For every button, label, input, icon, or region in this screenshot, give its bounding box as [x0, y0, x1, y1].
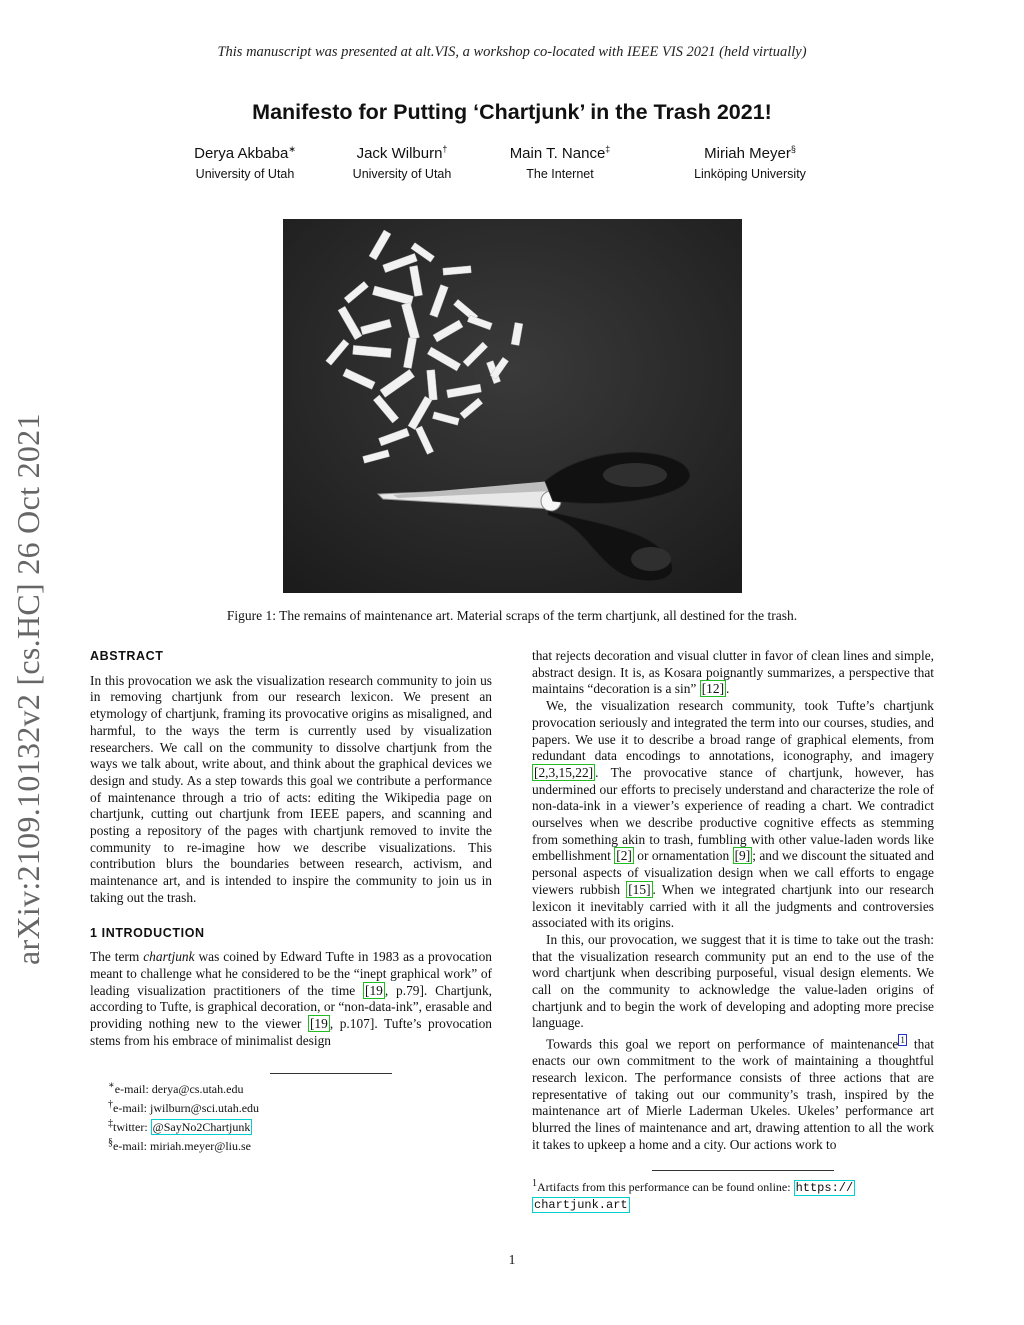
footnote-mark: ∗	[108, 1080, 115, 1091]
footnote-mark: 1	[532, 1178, 537, 1189]
author-name: Miriah Meyer	[704, 145, 791, 162]
footnote	[108, 1116, 408, 1135]
text-run: was coined by Edward Tufte in 1983 as a provocation meant to challenge what he considered to be the “inept graphical work” of leading visualization practitioners of the time	[90, 949, 492, 998]
citation-link[interactable]: [2,3,15,22]	[534, 764, 594, 780]
footnote-text: twitter:	[113, 1120, 151, 1134]
left-column	[90, 648, 492, 1049]
citation-link[interactable]: [9]	[734, 848, 751, 864]
citation-link[interactable]: [19	[365, 982, 383, 998]
citation-link[interactable]: [12]	[701, 681, 725, 697]
footnote-right	[532, 1176, 934, 1213]
author-affiliation: University of Utah	[352, 167, 452, 181]
author-3	[460, 144, 660, 181]
citation-link[interactable]: [19	[309, 1016, 328, 1032]
author-mark: †	[442, 144, 448, 154]
paper-title: Manifesto for Putting ‘Chartjunk’ in the Trash 2021!	[252, 100, 772, 124]
term-emphasis: chartjunk	[143, 949, 195, 965]
figure-photo	[283, 219, 742, 593]
page-number: 1	[508, 1252, 516, 1267]
footnote-rule	[270, 1073, 392, 1074]
abstract-text: In this provocation we ask the visualization research community to join us in removing chartjunk from our research lexicon. We present an etymology of chartjunk, framing its provocative origins as misaligned, and harmful, to the ways the term is currently used by visualization researchers. We call on the community to dissolve chartjunk from the ways we talk about, write about, and think about the graphical devices we design and study. As a step towards this goal we contribute a performance of maintenance through a trio of acts: editing the Wikipedia page on chartjunk, cutting out chartjunk from IEEE papers, and scanning and posting a repository of the pages with chartjunk removed to invite the community to re-imagine how we describe visualizations. This contribution blurs the boundaries between research, activism, and maintenance art, and is intended to inspire the community to join us in taking out the trash.	[90, 672, 492, 905]
author-affiliation: University of Utah	[195, 167, 295, 181]
text-run: We, the visualization research community, took Tufte’s chartjunk provocation seriously and integrated the term into our courses, studies, and papers. We use it to describe a broad range of graphical elements, from redundant data encodings to annotations, iconography, and imagery	[532, 698, 934, 764]
intro-heading: 1 INTRODUCTION	[90, 925, 205, 940]
text-run: that rejects decoration and visual clutter in favor of clean lines and simple, abstract design. It is, as Kosara poignantly summarizes, a perspective that maintains “decoration is a sin”	[532, 648, 934, 697]
text-run: , p.79]. Chartjunk, according to Tufte, is graphical decoration, or “non-data-ink”, erasable and providing nothing new to the viewer	[90, 982, 493, 1032]
intro-paragraph-1-cont	[532, 648, 934, 698]
intro-paragraph-3: In this, our provocation, we suggest that it is time to take out the trash: that the visualization research community put an end to the use of the word chartjunk when describing purposeful, visual design elements. We call on the community to acknowledge the value-laden origins of chartjunk and to begin the work of developing and adopting more precise language.	[532, 931, 934, 1031]
citation-link[interactable]: [15]	[628, 881, 651, 897]
footnote-text: e-mail: jwilburn@sci.utah.edu	[113, 1101, 260, 1115]
header-note: This manuscript was presented at alt.VIS, a workshop co-located with IEEE VIS 2021 (held virtually)	[217, 44, 807, 60]
author-mark: ∗	[288, 144, 296, 154]
footnotes-left	[108, 1078, 408, 1154]
artifact-link[interactable]: https://	[795, 1181, 854, 1195]
citation-link[interactable]: [2]	[616, 848, 632, 864]
text-run: . The provocative stance of chartjunk, however, has undermined our efforts to precisely understand and characterize the role of non-data-ink in a viewer’s experience of reading a chart. We contradict ourselves when we describe productive cognitive effects as stemming from something akin to trash, fumbling with other value-laden words like embellishment	[532, 764, 934, 864]
intro-paragraph-1	[90, 949, 492, 1049]
footnote-text: e-mail: miriah.meyer@liu.se	[113, 1139, 252, 1153]
footnote-ref-link[interactable]: 1	[900, 1035, 905, 1046]
author-name: Derya Akbaba	[194, 145, 289, 162]
right-column	[532, 648, 934, 1154]
figure-caption: Figure 1: The remains of maintenance art. Material scraps of the term chartjunk, all destined for the trash.	[226, 608, 798, 623]
text-run: Towards this goal we report on performance of maintenance	[546, 1036, 899, 1052]
footnote-text: e-mail: derya@cs.utah.edu	[114, 1082, 244, 1096]
footnote-rule	[652, 1170, 834, 1171]
twitter-link[interactable]: @SayNo2Chartjunk	[152, 1120, 251, 1134]
text-run: The term	[90, 949, 144, 965]
scissors-icon	[283, 219, 742, 593]
artifact-link[interactable]: chartjunk.art	[534, 1198, 628, 1212]
footnote-text: Artifacts from this performance can be found online:	[537, 1180, 794, 1194]
footnote	[108, 1097, 408, 1116]
text-run: .	[726, 681, 730, 697]
text-run: or ornamentation	[633, 848, 733, 864]
author-4	[650, 144, 850, 181]
author-mark: ‡	[605, 144, 611, 154]
text-run: ; and we discount the situated and personal aspects of visualization design when we call efforts to engage viewers rubbish	[532, 848, 934, 897]
intro-paragraph-4	[532, 1032, 934, 1153]
author-affiliation: Linköping University	[694, 167, 806, 181]
footnote	[108, 1078, 408, 1097]
author-mark: §	[790, 144, 796, 154]
author-affiliation: The Internet	[526, 167, 594, 181]
text-run: . When we integrated chartjunk into our research lexicon it inevitably carried with it all the judgments and controversies associated with its origins.	[532, 881, 934, 931]
author-name: Jack Wilburn	[356, 145, 443, 162]
footnote	[108, 1135, 408, 1154]
text-run: , p.107]. Tufte’s provocation stems from his embrace of minimalist design	[90, 1016, 492, 1048]
arxiv-stamp: arXiv:2109.10132v2 [cs.HC] 26 Oct 2021	[10, 413, 46, 965]
abstract-heading: ABSTRACT	[90, 649, 164, 663]
footnote-mark: †	[108, 1099, 113, 1110]
footnote-mark: §	[108, 1137, 113, 1148]
intro-paragraph-2	[532, 698, 934, 932]
author-name: Main T. Nance	[509, 145, 606, 162]
footnote-mark: ‡	[108, 1118, 113, 1129]
text-run: that enacts our own commitment to the work of maintaining a thoughtful research lexicon. The performance consists of three actions that are representative of taking out our community’s trash, inspired by the maintenance art of Mierle Laderman Ukeles. Ukeles’ performance art blurred the lines of maintenance and art, drawing attention to all the work it takes to upkeep a home and a city. Our actions work to	[532, 1036, 934, 1152]
